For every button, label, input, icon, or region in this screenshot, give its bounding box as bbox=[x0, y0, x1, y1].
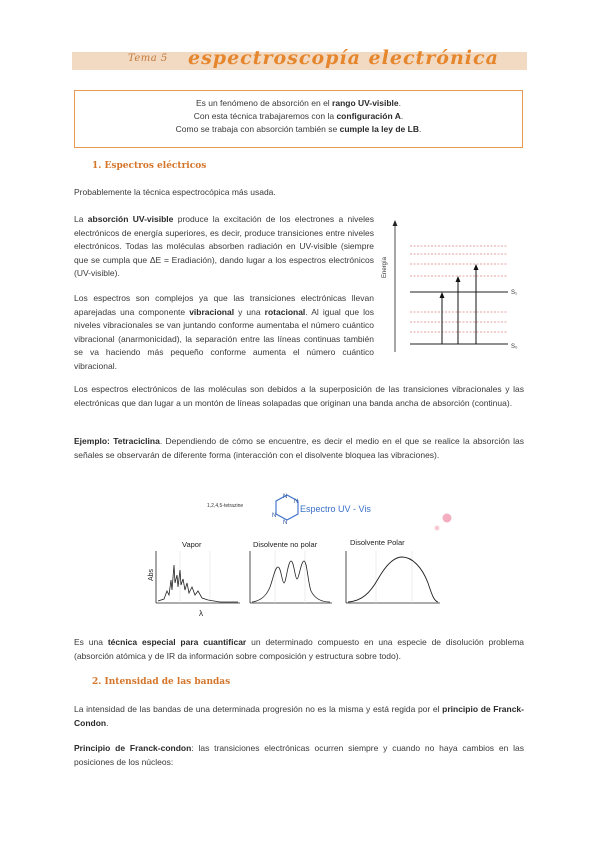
section-1-paragraph-6: Es una técnica especial para cuantificar un determinado compuesto en una especie de disolución problema (absorción atómica y de IR da información sobre composición y estructura sobre todo). bbox=[74, 637, 524, 661]
section-1-heading: 1. Espectros eléctricos bbox=[92, 161, 207, 171]
decor-dot-2 bbox=[435, 526, 440, 531]
spectrum-title: Espectro UV - Vis bbox=[300, 504, 371, 514]
intro-line-2: Con esta técnica trabajaremos con la configuración A. bbox=[193, 111, 404, 121]
panel-nonpolar-title: Disolvente no polar bbox=[253, 540, 318, 549]
polar-spectrum-line bbox=[348, 557, 438, 602]
atom-n-4: N bbox=[283, 520, 288, 526]
x-axis-label: λ bbox=[199, 609, 203, 618]
spectra-figure bbox=[150, 495, 460, 620]
s1-label: S₁ bbox=[511, 290, 518, 296]
atom-n-1: N bbox=[283, 494, 288, 500]
y-axis-label: Abs bbox=[148, 568, 155, 581]
panel-nonpolar bbox=[250, 551, 332, 603]
compound-label: 1,2,4,5-tetrazine bbox=[207, 503, 244, 509]
panel-polar bbox=[346, 551, 440, 603]
section-1-paragraph-1: Probablemente la técnica espectrocópica más usada. bbox=[74, 187, 276, 197]
nonpolar-spectrum-line bbox=[252, 561, 330, 602]
section-1-paragraph-4: Los espectros electrónicos de las moléculas son debidos a la superposición de las transiciones vibracionales y las electrónicas que dan lugar a un montón de líneas solapadas que originan una banda ancha de absorción (continua). bbox=[74, 384, 524, 408]
transition-arrowhead-2 bbox=[456, 276, 461, 282]
atom-n-3: N bbox=[272, 513, 277, 519]
panel-vapor bbox=[156, 551, 240, 603]
energy-axis-arrowhead bbox=[393, 220, 398, 226]
section-1-paragraph-3: Los espectros son complejos ya que las transiciones electrónicas llevan aparejadas una componente vibracional y una rotacional. Al igual que los niveles vibracionales se van juntando conforme aumentaba el número cuántico vibracional (anarmonicidad), la separación entre las líneas continuas también se va haciendo más pequeño conforme aumenta el número cuántico vibracional. bbox=[74, 293, 374, 371]
atom-n-2: N bbox=[294, 499, 299, 505]
intro-box bbox=[74, 90, 523, 148]
section-1-paragraph-2: La absorción UV-visible produce la excitación de los electrones a niveles electrónicos de energía superiores, es decir, produce transiciones entre niveles electrónicos. Todas las moléculas absorben radiación en UV-visible (siempre que se cumpla que ΔE = Eradiación), dando lugar a los espectros electrónicos (UV-visible). bbox=[74, 214, 374, 278]
energy-axis-label: Energía bbox=[382, 256, 388, 278]
topic-number: Tema 5 bbox=[128, 53, 168, 64]
section-2-paragraph-2: Principio de Franck-condon: las transiciones electrónicas ocurren siempre y cuando no haya cambios en las posiciones de los núcleos: bbox=[74, 743, 524, 767]
section-1-paragraph-5: Ejemplo: Tetraciclina. Dependiendo de cómo se encuentre, es decir el medio en el que se realice la absorción las señales se observarán de diferente forma (interacción con el disolvente bloquea las vibraciones). bbox=[74, 436, 524, 460]
intro-line-3: Como se trabaja con absorción también se cumple la ley de LB. bbox=[175, 124, 422, 134]
transition-arrowhead-3 bbox=[474, 264, 479, 270]
page-title: espectroscopía electrónica bbox=[188, 47, 499, 69]
intro-line-1: Es un fenómeno de absorción en el rango UV-visible. bbox=[195, 98, 402, 108]
panel-polar-title: Disolvente Polar bbox=[350, 538, 405, 547]
decor-dot-1 bbox=[443, 514, 452, 523]
s0-label: S₀ bbox=[511, 344, 518, 350]
section-2-heading: 2. Intensidad de las bandas bbox=[92, 677, 231, 687]
section-2-paragraph-1: La intensidad de las bandas de una determinada progresión no es la misma y está regida por el principio de Franck-Condon. bbox=[74, 704, 524, 728]
panel-vapor-title: Vapor bbox=[182, 540, 202, 549]
transition-arrowhead-1 bbox=[440, 292, 445, 298]
energy-level-diagram bbox=[382, 216, 525, 354]
vapor-spectrum-line bbox=[158, 565, 238, 602]
